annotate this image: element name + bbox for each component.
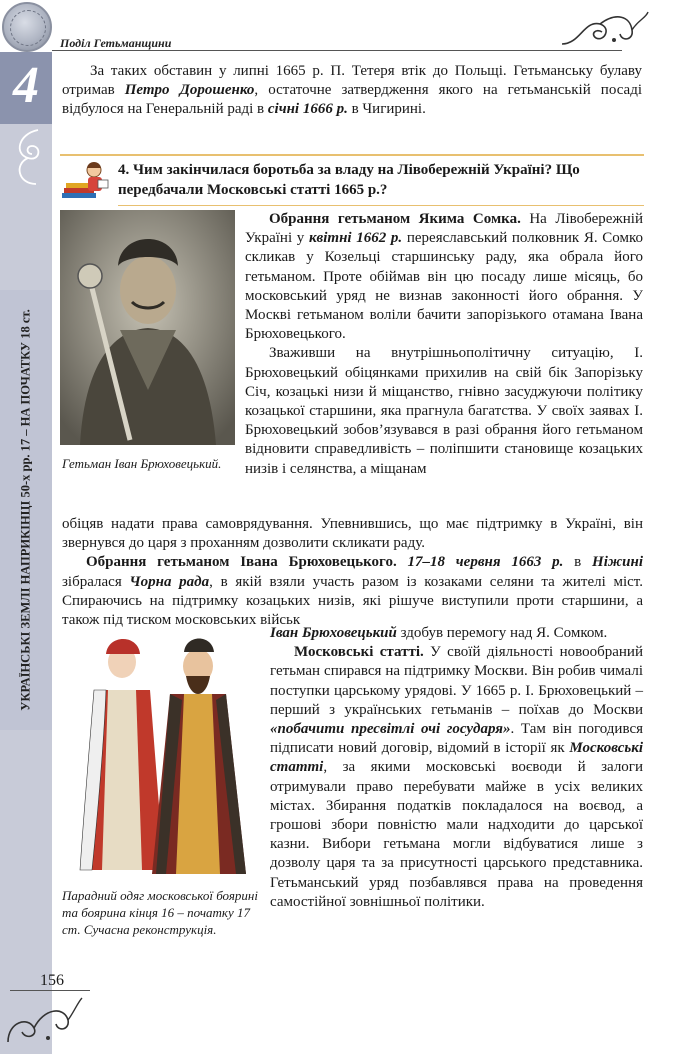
text-column-lower [270, 624, 643, 912]
section-heading-moscow: Московські статті. [294, 644, 424, 661]
chapter-number: 4 [13, 57, 39, 114]
portrait-hetman-image [60, 210, 235, 445]
intro-text-3: в Чигирині. [347, 101, 426, 118]
intro-text-2: , остаточне затвердження якого на гетьманській посаді відбулося на Генеральній раді в [62, 82, 642, 118]
intro-bold-name: Петро Дорошенко [124, 82, 255, 99]
boyar-costume-image [60, 630, 260, 880]
moscow-text-3: , за якими московські воєводи й залоги отримували право перебувати майже в усіх великих містах. Збирання податків покладалося на воєвод, а грошові збори повністю мали надходити до царської казни. Вибори гетьмана могли відбуватися лише з дозволу царя та за присутності царського представника. Гетьманський уряд позбавлявся права на проведення самостійної зовнішньої політики. [270, 759, 643, 910]
section-moscow-articles [270, 643, 643, 912]
footer-rule [10, 990, 90, 991]
ornament-top-right-icon [560, 10, 650, 50]
portrait-caption: Гетьман Іван Брюховецький. [62, 456, 222, 471]
page-number: 156 [40, 972, 64, 989]
election-continuation [270, 624, 643, 643]
election-text-3: , в якій взяли участь разом із козаками селяни та жителі міст. Спираючись на підтримку козацьких низів, які рішуче виступили проти старшини, а також під тиском московських військ [62, 573, 643, 629]
moscow-articles-term: Московські статті [270, 740, 643, 776]
paragraph-bryukhovetsky-a: Зваживши на внутрішньополітичну ситуацію, І. Брюховецький обіцянками прихилив на свій бік Запорізьку Січ, козацькі низи й міщанство, гнівно засуджуючи політику козацької старшини, яка прагнула багатства. У своїх заявах І. Брюховецький зобов’язувався в разі обрання його гетьманом відновити справедливість – поліпшити становище козацьких низів і селянства, а міщанам [245, 345, 643, 477]
election-text-1: в [563, 554, 593, 571]
election-rada: Чорна рада [129, 573, 210, 590]
running-title: Поділ Гетьманщини [60, 36, 172, 50]
election-text-4: здобув перемогу над Я. Сомком. [396, 625, 608, 641]
intro-bold-date: січні 1666 р. [267, 101, 348, 118]
moscow-text-1: У своїй діяльності новообраний гетьман спирався на підтримку Москви. Він робив чималі поступки царському урядові. У 1665 р. І. Брюховецький – перший з українських гетьманів – поїхав до Москви [270, 644, 643, 718]
question-top-rule [60, 154, 644, 156]
intro-paragraph [62, 62, 642, 120]
medal-inner-ring [10, 10, 46, 46]
election-winner-name: Іван Брюховецький [270, 625, 397, 641]
section-election-bryukhovetsky [62, 553, 643, 630]
somko-text-2: переяславський полковник Я. Сомко скликав у Козельці старшинську раду, яка обрала його гетьманом. Проте обіймав він цю посаду лише місяць, бо московський уряд не визнав законності його обрання. У Москві гетьманом воліли бачити запорізького отамана Івана Брюховецького. [245, 230, 644, 343]
question-bottom-rule [118, 205, 644, 206]
section-heading-somko: Обрання гетьманом Якима Сомка. [269, 211, 521, 227]
paragraph-bryukhovetsky-b: обіцяв надати права самоврядування. Упевнившись, що має підтримку в Україні, він звернувся до царя з проханням дозволити скликати раду. [62, 516, 643, 552]
somko-text-1: На Лівобережній Україні у [245, 211, 643, 247]
moscow-text-2: . Там він погодився підписати новий договір, відомий в історії як [270, 721, 643, 757]
ornament-bottom-left-icon [4, 992, 84, 1048]
election-text-2: зібралася [62, 573, 130, 590]
text-full-width [62, 515, 643, 630]
moscow-quote: «побачити пресвітлі очі государя» [270, 721, 511, 738]
costume-caption: Парадний одяг московської боярині та боярина кінця 16 – початку 17 ст. Сучасна реконструкція. [62, 888, 258, 937]
text-column-upper [245, 210, 643, 479]
section-heading-election: Обрання гетьманом Івана Брюховецького. [86, 554, 397, 571]
somko-date: квітні 1662 р. [308, 230, 403, 247]
side-chapter-title: УКРАЇНСЬКІ ЗЕМЛІ НАПРИКІНЦІ 50-х рр. 17 – НА ПОЧАТКУ 18 ст. [18, 309, 33, 711]
student-reading-icon [60, 158, 110, 202]
ornament-left-icon [8, 128, 48, 188]
election-date: 17–18 червня 1663 р. [407, 554, 564, 571]
election-place: Ніжині [592, 554, 643, 571]
intro-text-1: За таких обставин у липні 1665 р. П. Тетеря втік до Польщі. Гетьманську булаву отримав [62, 63, 642, 99]
section-yakym-somko [245, 210, 643, 344]
question-heading: 4. Чим закінчилася боротьба за владу на Лівобережній Україні? Що передбачали Московські статті 1665 р.? [118, 162, 580, 198]
